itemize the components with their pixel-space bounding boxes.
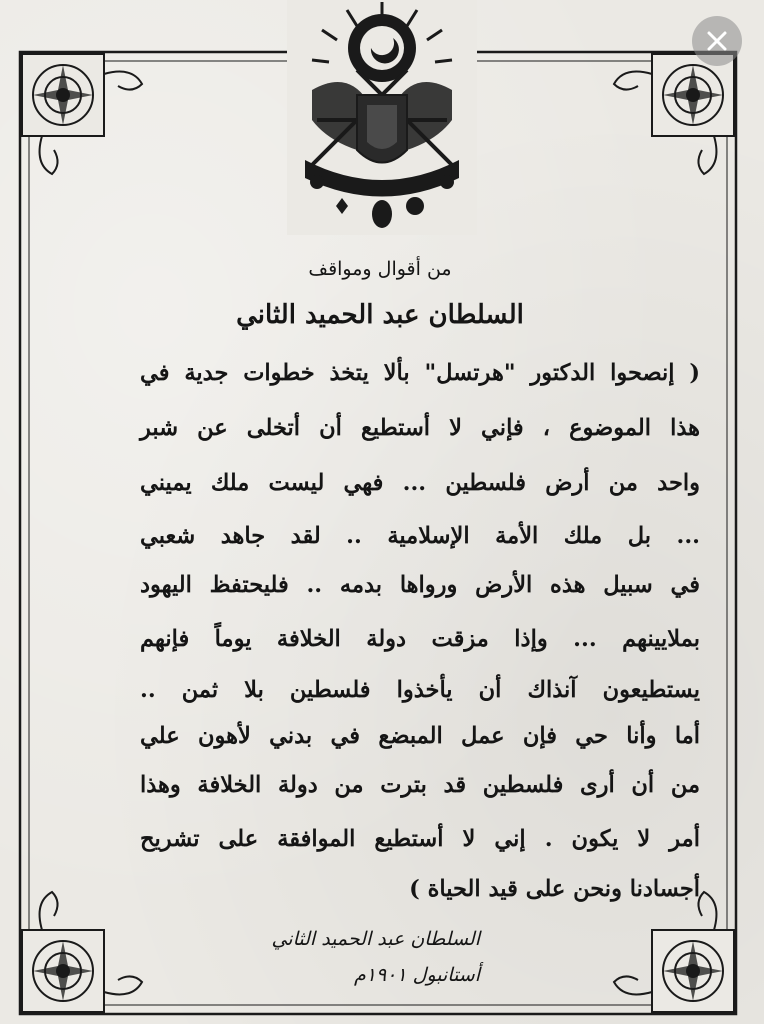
close-icon [706, 30, 728, 52]
signature-place-date: أستانبول ١٩٠١م [354, 964, 480, 986]
corner-ornament-top-left [22, 54, 142, 174]
close-button[interactable] [692, 16, 742, 66]
corner-ornament-bottom-left [22, 892, 142, 1012]
quote-line: ( إنصحوا الدكتور "هرتسل" بألا يتخذ خطوات جدية في [140, 360, 700, 386]
quote-line: يستطيعون آنذاك أن يأخذوا فلسطين بلا ثمن .. [140, 677, 700, 703]
corner-ornament-top-right [614, 54, 734, 174]
quote-line: هذا الموضوع ، فإني لا أستطيع أن أتخلى عن شبر [140, 415, 700, 441]
ottoman-coat-of-arms-icon [287, 0, 477, 235]
quote-line: أمر لا يكون . إني لا أستطيع الموافقة على تشريح [140, 826, 700, 852]
document-title: السلطان عبد الحميد الثاني [236, 300, 524, 330]
quote-line: من أن أرى فلسطين قد بترت من دولة الخلافة وهذا [140, 772, 700, 798]
quote-line: ... بل ملك الأمة الإسلامية .. لقد جاهد شعبي [140, 523, 700, 549]
corner-ornament-bottom-right [614, 892, 734, 1012]
quote-line: في سبيل هذه الأرض ورواها بدمه .. فليحتفظ اليهود [140, 572, 700, 598]
quote-line: أجسادنا ونحن على قيد الحياة ) [409, 876, 700, 902]
document-subtitle: من أقوال ومواقف [308, 258, 452, 280]
quote-line: أما وأنا حي فإن عمل المبضع في بدني لأهون علي [140, 723, 700, 749]
quote-line: بملايينهم ... وإذا مزقت دولة الخلافة يوماً فإنهم [140, 626, 700, 652]
signature-name: السلطان عبد الحميد الثاني [271, 928, 480, 950]
quote-line: واحد من أرض فلسطين ... فهي ليست ملك يميني [140, 470, 700, 496]
